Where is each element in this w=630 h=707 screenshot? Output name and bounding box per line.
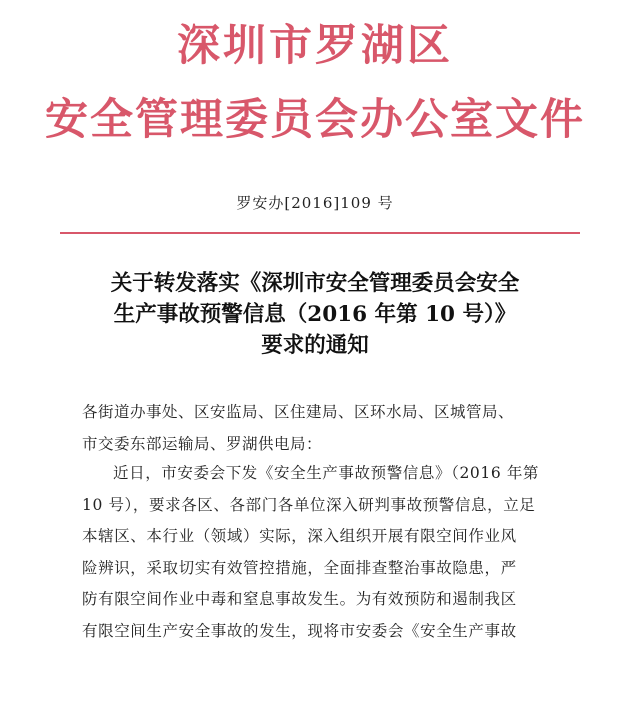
title-line: 关于转发落实《深圳市安全管理委员会安全 bbox=[110, 271, 520, 296]
body-line: 10 号），要求各区、各部门各单位深入研判事故预警信息，立足 bbox=[82, 495, 536, 514]
document-title bbox=[70, 268, 560, 361]
body-paragraph bbox=[82, 458, 587, 648]
body-line: 险辨识，采取切实有效管控措施，全面排查整治事故隐患，严 bbox=[82, 558, 517, 577]
document-number: 罗安办[2016]109 号 bbox=[236, 194, 394, 212]
issuer-header-district: 深圳市罗湖区 bbox=[177, 21, 453, 71]
body-line: 有限空间生产安全事故的发生，现将市安委会《安全生产事故 bbox=[82, 621, 517, 640]
body-line: 近日，市安委会下发《安全生产事故预警信息》（2016 年第 bbox=[113, 464, 540, 482]
title-line: 生产事故预警信息（2016 年第 10 号）》 bbox=[113, 302, 517, 327]
body-line: 本辖区、本行业（领域）实际，深入组织开展有限空间作业风 bbox=[82, 527, 517, 546]
title-line: 要求的通知 bbox=[261, 333, 369, 358]
issuer-header-office: 安全管理委员会办公室文件 bbox=[45, 95, 585, 145]
red-divider-line bbox=[60, 232, 580, 234]
recipients-line: 各街道办事处、区安监局、区住建局、区环水局、区城管局、 bbox=[82, 403, 515, 421]
recipients bbox=[82, 396, 582, 460]
body-line: 防有限空间作业中毒和窒息事故发生。为有效预防和遏制我区 bbox=[82, 590, 517, 609]
recipients-line: 市交委东部运输局、罗湖供电局： bbox=[82, 435, 323, 453]
